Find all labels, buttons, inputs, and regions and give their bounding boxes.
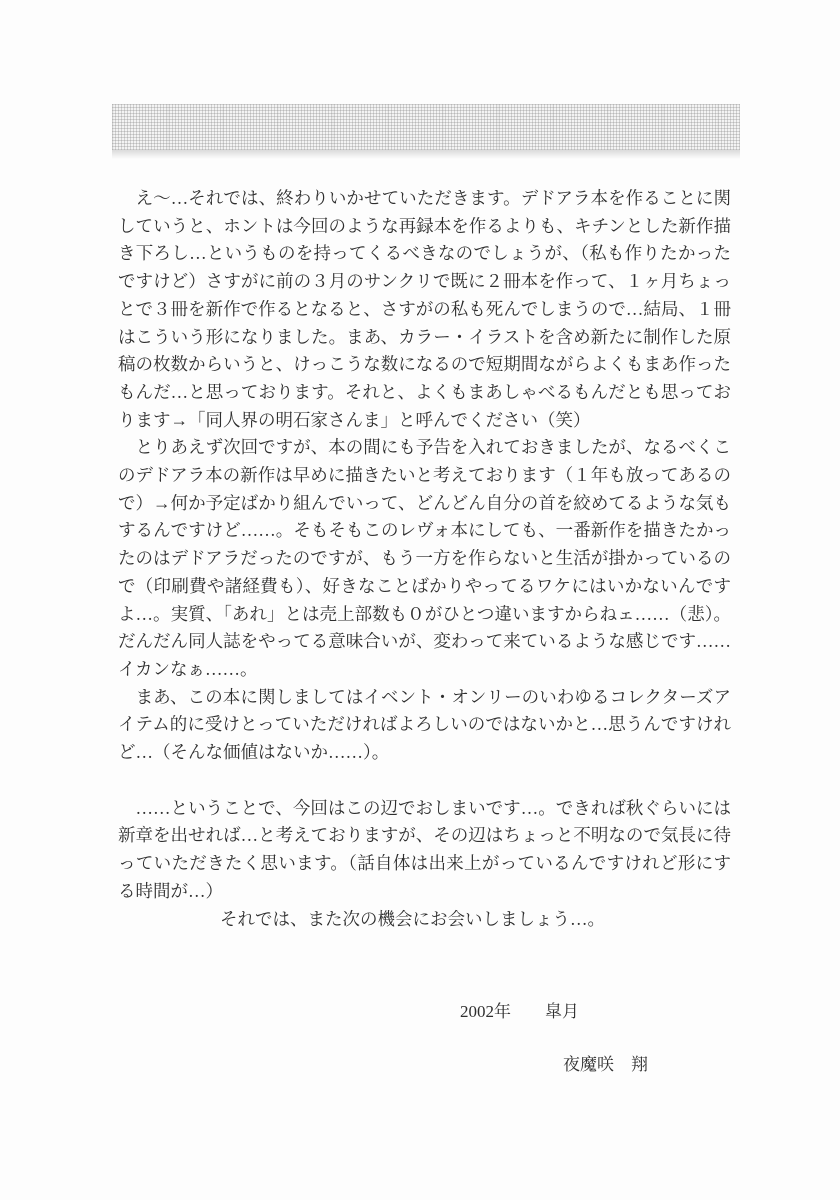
afterword-paragraph-4: ……ということで、今回はこの辺でおしまいです…。できれば秋ぐらいには新章を出せれば…と考えておりますが、その辺はちょっと不明なので気長に待っていただきたく思います。（話自体は出来上がっているんですけれど形にする時間が…）: [118, 797, 731, 901]
afterword-paragraph-3: まあ、この本に関しましてはイベント・オンリーのいわゆるコレクターズアイテム的に受けとっていただければよろしいのではないかと…思うんですけれど…（そんな価値はないか……）。: [118, 686, 731, 763]
closing-line: それでは、また次の機会にお会いしましょう…。: [220, 908, 605, 929]
afterword-paragraph-1: え～…それでは、終わりいかせていただきます。デドアラ本を作ることに関していうと、ホントは今回のような再録本を作るよりも、キチンとした新作描き下ろし…というものを持ってくるべきなのでしょうが、（私も作りたかったですけど）さすがに前の３月のサンクリで既に２冊本を作って、１ヶ月ちょっとで３冊を新作で作るとなると、さすがの私も死んでしまうので…結局、１冊はこういう形になりました。まあ、カラー・イラストを含め新たに制作した原稿の枚数からいうと、けっこうな数になるので短期間ながらよくもまあ作ったもんだ…と思っております。それと、よくもまあしゃべるもんだとも思っております→「同人界の明石家さんま」と呼んでください（笑）: [118, 188, 731, 430]
author-name: 夜魔咲 翔: [563, 1055, 648, 1074]
decorative-halftone-bar: [112, 104, 740, 150]
afterword-text-block: [118, 185, 731, 933]
date-line: 2002年 皐月: [460, 1002, 579, 1021]
afterword-paragraph-2: とりあえず次回ですが、本の間にも予告を入れておきましたが、なるべくこのデドアラ本の新作は早めに描きたいと考えております（１年も放ってあるので）→何か予定ばかり組んでいって、どんどん自分の首を絞めてるような気もするんですけど……。そもそもこのレヴォ本にしても、一番新作を描きたかったのはデドアラだったのですが、もう一方を作らないと生活が掛かっているので（印刷費や諸経費も）、好きなことばかりやってるワケにはいかないんですよ…。実質、「あれ」とは売上部数も０がひとつ違いますからねェ……（悲）。だんだん同人誌をやってる意味合いが、変わって来ているような感じです……イカンなぁ……。: [118, 437, 731, 679]
afterword-paragraphs: [118, 185, 731, 906]
